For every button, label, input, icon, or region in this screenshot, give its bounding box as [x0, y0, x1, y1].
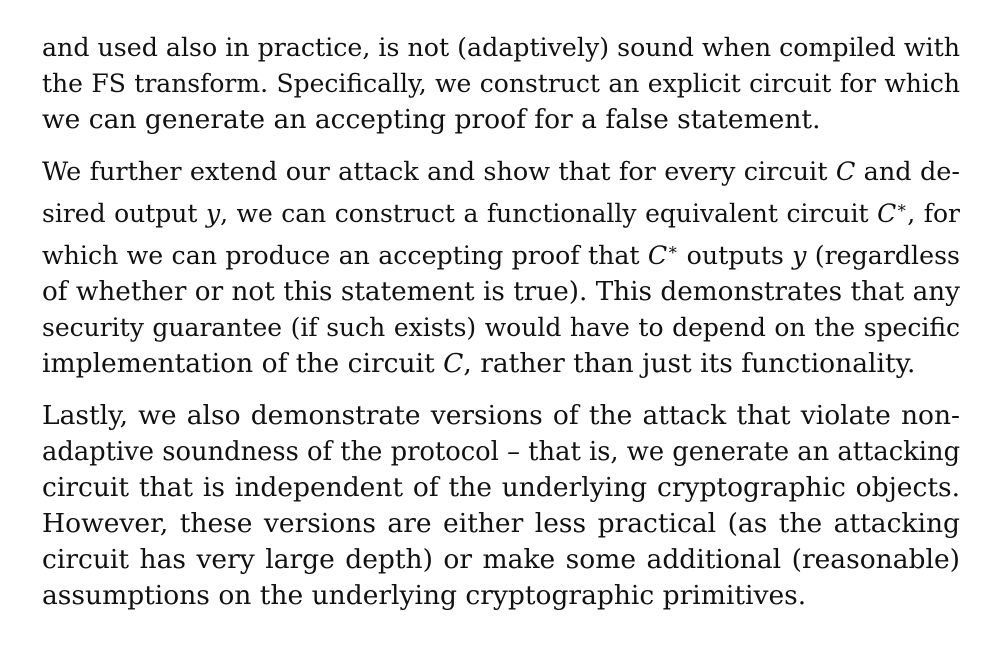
text-line — [42, 346, 960, 382]
text-line — [42, 232, 960, 274]
text-run: and de- — [855, 157, 960, 187]
text-line — [42, 154, 960, 190]
text-line: assumptions on the underlying cryptographic primitives. — [42, 579, 807, 611]
math-symbol: C — [877, 198, 897, 228]
text-line: the FS transform. Specifically, we construct an explicit circuit for which — [42, 69, 960, 98]
text-line: we can generate an accepting proof for a false statement. — [42, 104, 821, 135]
text-line: adaptive soundness of the protocol – that is, we generate an attacking — [42, 436, 960, 467]
paper-page — [42, 30, 960, 630]
math-symbol: y — [792, 240, 807, 270]
text-run: , we can construct a functionally equivalent circuit — [220, 198, 878, 228]
text-line: security guarantee (if such exists) would have to depend on the specific — [42, 312, 960, 342]
math-symbol: C — [835, 157, 856, 187]
text-run: , for — [907, 198, 960, 228]
text-run: (regardless — [806, 240, 960, 270]
math-symbol: y — [205, 198, 221, 228]
text-line: and used also in practice, is not (adaptively) sound when compiled with — [42, 33, 960, 62]
text-line: circuit has very large depth) or make some additional (reasonable) — [42, 543, 960, 575]
paragraph-3 — [42, 398, 960, 614]
text-run: which we can produce an accepting proof that — [42, 240, 648, 270]
paragraph-1 — [42, 30, 960, 138]
text-run: sired output — [42, 198, 206, 228]
paragraph-2 — [42, 154, 960, 382]
text-run: We further extend our attack and show that for every circuit — [42, 157, 836, 187]
math-superscript: ∗ — [667, 239, 679, 259]
math-superscript: ∗ — [896, 198, 908, 217]
text-run: , rather than just its functionality. — [463, 347, 916, 379]
math-symbol: C — [647, 240, 668, 270]
text-line: circuit that is independent of the underlying cryptographic objects. — [42, 471, 960, 503]
text-line: of whether or not this statement is true). This demonstrates that any — [42, 276, 960, 307]
text-line: However, these versions are either less practical (as the attacking — [42, 507, 960, 539]
text-line: Lastly, we also demonstrate versions of the attack that violate non- — [42, 399, 960, 431]
text-line — [42, 190, 960, 232]
math-symbol: C — [443, 347, 464, 379]
text-run: implementation of the circuit — [42, 347, 444, 379]
text-run: outputs — [678, 240, 793, 270]
